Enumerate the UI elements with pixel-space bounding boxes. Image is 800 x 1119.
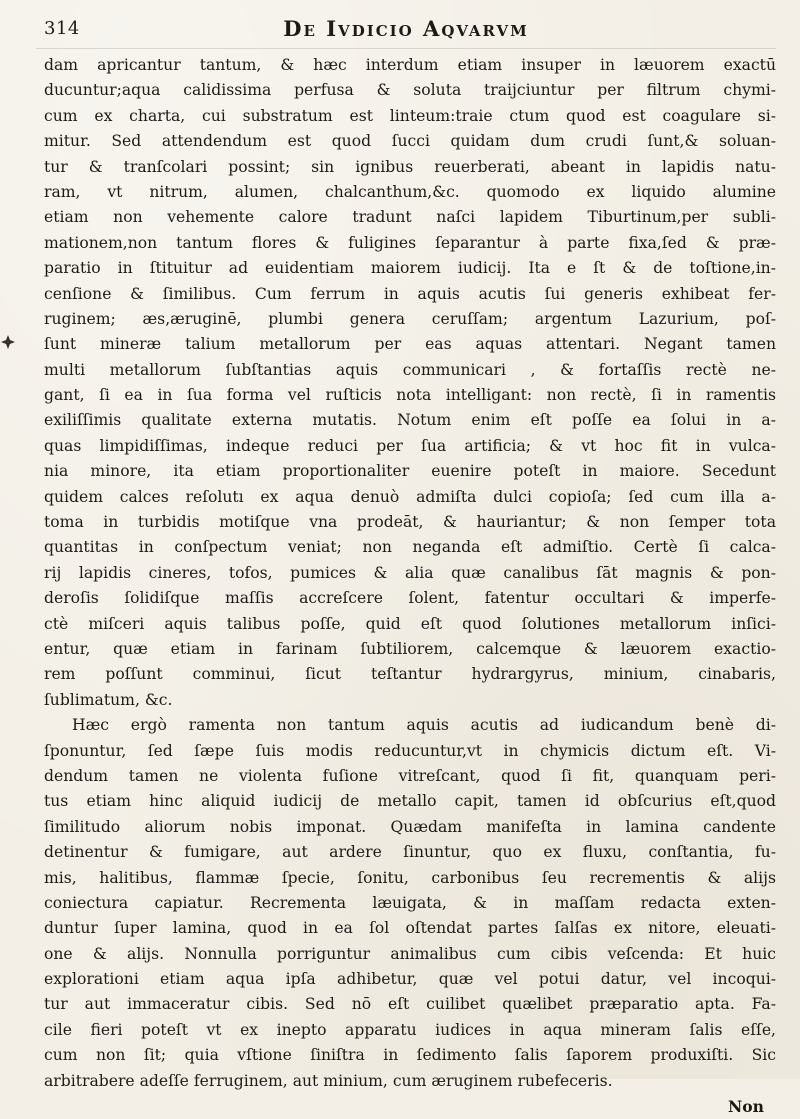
page-header — [36, 12, 776, 49]
catchword: Non — [728, 1097, 764, 1117]
text-line: toma in turbidis motiſque vna prodeāt, & hauriantur; & non ſemper tota — [44, 513, 776, 532]
text-line: ſublimatum, &c. — [44, 690, 173, 709]
text-line: tur & tranſcolari possint; sin ignibus reuerberati, abeant in lapidis natu- — [44, 157, 776, 176]
text-line: cum non ſit; quia vſtione ſiniſtra in ſedimento ſalis ſaporem produxiſti. Sic — [44, 1046, 776, 1065]
text-line: entur, quæ etiam in farinam ſubtiliorem, calcemque & læuorem exactio- — [44, 639, 776, 658]
text-line: mationem,non tantum flores & fuligines ſeparantur à parte fixa,ſed & præ- — [44, 233, 776, 252]
text-line: arbitrabere adeſſe ferruginem, aut minium, cum æruginem rubefeceris. — [44, 1071, 613, 1090]
text-line: one & alijs. Nonnulla porriguntur animalibus cum cibis veſcenda: Et huic — [44, 944, 776, 963]
text-line: mitur. Sed attendendum est quod ſucci quidam dum crudi ſunt,& soluan- — [44, 132, 776, 151]
text-line: cile fieri poteſt vt ex inepto apparatu iudices in aqua mineram ſalis eſſe, — [44, 1020, 776, 1039]
body-text — [44, 53, 776, 1119]
marginal-ornament-icon — [0, 334, 16, 350]
text-line: paratio in ſtituitur ad euidentiam maiorem iudicij. Ita e ſt & de toſtione,in- — [44, 259, 776, 278]
text-line: etiam non vehemente calore tradunt naſci lapidem Tiburtinum,per subli- — [44, 208, 776, 227]
text-line: nia minore, ita etiam proportionaliter euenire poteſt in maiore. Secedunt — [44, 462, 776, 481]
text-line: ſunt mineræ talium metallorum per eas aquas attentari. Negant tamen — [44, 335, 776, 354]
text-line: mis, halitibus, flammæ ſpecie, ſonitu, carbonibus ſeu recrementis & alijs — [44, 868, 776, 887]
text-line: tur aut immaceratur cibis. Sed nō eſt cuilibet quælibet præparatio apta. Fa- — [44, 995, 776, 1014]
text-line: rij lapidis cineres, tofos, pumices & alia quæ canalibus ſāt magnis & pon- — [44, 563, 776, 582]
text-line: quidem calces reſolutı ex aqua denuò admiſta dulci copioſa; ſed cum illa a- — [44, 487, 776, 506]
text-line: cenſione & ſimilibus. Cum ferrum in aquis acutis ſui generis exhibeat fer- — [44, 284, 776, 303]
text-line: ruginem; æs,æruginē, plumbi genera ceruſſam; argentum Lazurium, poſ- — [44, 309, 776, 328]
running-head: De Ivdicio Aqvarvm — [283, 16, 529, 41]
text-line: quas limpidiſſimas, indeque reduci per ſua artificia; & vt hoc fit in vulca- — [44, 436, 776, 455]
text-line: quantitas in conſpectum veniat; non neganda eſt admiſtio. Certè ſi calca- — [44, 538, 776, 557]
text-line: multi metallorum ſubſtantias aquis communicari , & fortaſſis rectè ne- — [44, 360, 776, 379]
text-line: ducuntur;aqua calidissima perfusa & soluta traijciuntur per filtrum chymi- — [44, 81, 776, 100]
text-line: ſimilitudo aliorum nobis imponat. Quædam manifeſta in lamina candente — [44, 817, 776, 836]
text-line: dam apricantur tantum, & hæc interdum etiam insuper in læuorem exactū — [44, 56, 776, 74]
text-line: rem poſſunt comminui, ſicut teſtantur hydrargyrus, minium, cinabaris, — [44, 665, 776, 684]
text-line: tus etiam hinc aliquid iudicij de metallo capit, tamen id obſcurius eſt,quod — [44, 792, 776, 811]
text-line: exiliſſimis qualitate externa mutatis. Notum enim eſt poſſe ea ſolui in a- — [44, 411, 776, 430]
text-line: deroſis ſolidiſque maſſis accreſcere ſolent, fatentur occultari & imperfe- — [44, 589, 776, 608]
text-line: ſponuntur, ſed ſæpe ſuis modis reducuntur,vt in chymicis dictum eſt. Vi- — [44, 741, 776, 760]
paragraph-1 — [44, 53, 776, 713]
text-line: cum ex charta, cui substratum est linteum:traie ctum quod est coagulare si- — [44, 106, 776, 125]
text-line: Hæc ergò ramenta non tantum aquis acutis ad iudicandum benè di- — [72, 716, 776, 735]
text-line: gant, ſi ea in ſua forma vel ruſticis nota intelligant: non rectè, ſi in ramentis — [44, 386, 776, 405]
text-line: ram, vt nitrum, alumen, chalcanthum,&c. quomodo ex liquido alumine — [44, 182, 776, 201]
text-line: coniectura capiatur. Recrementa læuigata, & in maſſam redacta exten- — [44, 893, 776, 912]
text-line: ctè miſceri aquis talibus poſſe, quid eſt quod ſolutiones metallorum inſici- — [44, 614, 776, 633]
text-line: duntur ſuper lamina, quod in ea ſol oſtendat partes ſalſas ex nitore, eleuati- — [44, 919, 776, 938]
page-number: 314 — [44, 18, 80, 39]
text-line: explorationi etiam aqua ipſa adhibetur, quæ vel potui datur, vel incoqui- — [44, 970, 776, 989]
text-line: dendum tamen ne violenta fuſione vitreſcant, quod ſi fit, quanquam peri- — [44, 766, 776, 785]
text-line: detinentur & fumigare, aut ardere ſinuntur, quo ex fluxu, conſtantia, fu- — [44, 843, 776, 862]
paragraph-2 — [44, 713, 776, 1094]
